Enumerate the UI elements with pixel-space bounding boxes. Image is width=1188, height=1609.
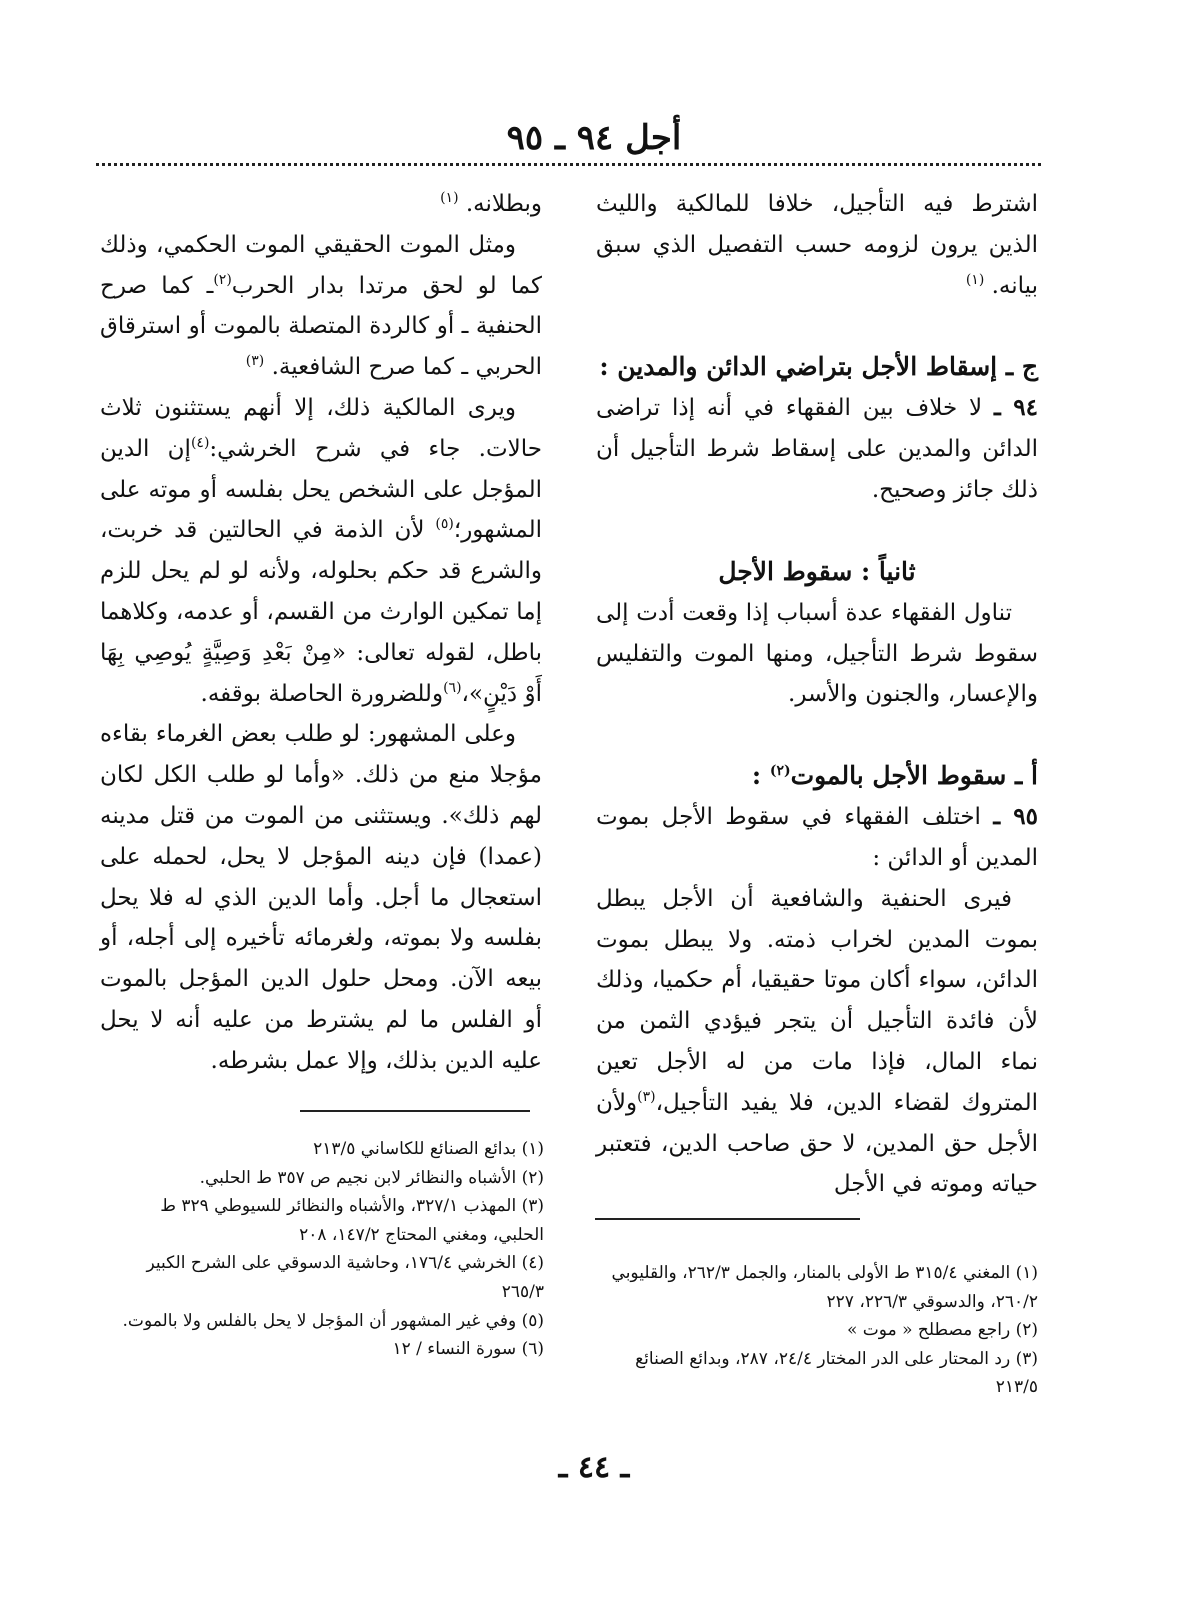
footnote-rule	[595, 1218, 860, 1220]
footnotes-left	[104, 1135, 544, 1364]
paragraph: تناول الفقهاء عدة أسباب إذا وقعت أدت إلى سقوط شرط التأجيل، ومنها الموت والتفليس والإعسار، والجنون والأسر.	[596, 599, 1038, 708]
paragraph: ومثل الموت الحقيقي الموت الحكمي، وذلك كما لو لحق مرتدا بدار الحرب$^{(٢)}$ـ كما صرح الحنفية ـ أو كالردة المتصلة بالموت أو استرقاق الحربي ـ كما صرح الشافعية. $^{(٣)}$	[100, 231, 543, 381]
paragraph: ويرى المالكية ذلك، إلا أنهم يستثنون ثلاث حالات. جاء في شرح الخرشي:$^{(٤)}$إن الدين المؤجل على الشخص يحل بفلسه أو موته على المشهور؛$^{(٥)}$ لأن الذمة في الحالتين قد خربت، والشرع قد حكم بحلوله، ولأنه لو لم يحل للزم إما تمكين الوارث من القسم، أو عدمه، وكلاهما باطل، لقوله تعالى: «مِنْ بَعْدِ وَصِيَّةٍ يُوصِي بِهَا أَوْ دَيْنٍ»،$^{(٦)}$وللضرورة الحاصلة بوقفه.	[100, 394, 543, 707]
footnote: (١) المغني ٣١٥/٤ ط الأولى بالمنار، والجمل ٢٦٢/٣، والقليوبي ٢٦٠/٢، والدسوقي ٢٢٦/٣، ٢٢٧	[611, 1263, 1038, 1312]
footnote: (١) بدائع الصنائع للكاساني ٢١٣/٥	[313, 1139, 544, 1159]
footnote: (٤) الخرشي ١٧٦/٤، وحاشية الدسوقي على الشرح الكبير ٢٦٥/٣	[146, 1253, 544, 1302]
footnote-ref: (٣)	[637, 1088, 656, 1105]
spacer	[596, 511, 1038, 551]
section-heading-a: أ ـ سقوط الأجل بالموت$^{(٢)}$ :	[751, 761, 1038, 791]
footnotes-right	[593, 1259, 1038, 1402]
paragraph-number: ٩٤ ـ	[994, 394, 1039, 422]
footnote-ref: (١)	[440, 190, 459, 206]
spacer	[596, 306, 1038, 346]
footnote: (٦) سورة النساء / ١٢	[392, 1339, 544, 1360]
header-dotted-rule	[96, 163, 1041, 166]
footnote-ref: (٢)	[769, 763, 791, 780]
footnote-ref: (٣)	[245, 353, 265, 370]
section-heading-2: ثانياً : سقوط الأجل	[718, 556, 916, 586]
paragraph-number: ٩٥ ـ	[993, 803, 1039, 831]
footnote: (٢) راجع مصطلح « موت »	[846, 1320, 1038, 1341]
spacer	[596, 715, 1038, 755]
footnote: (٥) وفي غير المشهور أن المؤجل لا يحل بالفلس ولا بالموت.	[122, 1310, 544, 1331]
footnote: (٣) رد المحتار على الدر المختار ٢٤/٤، ٢٨٧، وبدائع الصنائع ٢١٣/٥	[635, 1348, 1038, 1398]
footnote: (٣) المهذب ٣٢٧/١، والأشباه والنظائر للسيوطي ٣٢٩ ط الحلبي، ومغني المحتاج ١٤٧/٢، ٢٠٨	[160, 1196, 544, 1245]
footnote-rule	[300, 1110, 530, 1112]
paragraph: فيرى الحنفية والشافعية أن الأجل يبطل بموت المدين لخراب ذمته. ولا يبطل بموت الدائن، سواء أكان موتا حقيقيا، أم حكميا، وذلك لأن فائدة التأجيل أن يتجر فيؤدي الثمن من نماء المال، فإذا مات من له الأجل تعين المتروك لقضاء الدين، فلا يفيد التأجيل،$^{(٣)}$ولأن الأجل حق المدين، لا حق صاحب الدين، فتعتبر حياته وموته في الأجل	[596, 885, 1038, 1198]
paragraph: وبطلانه. $^{(١)}$	[440, 190, 542, 217]
right-column	[596, 184, 1038, 1205]
paragraph: ٩٤ ـ لا خلاف بين الفقهاء في أنه إذا تراضى الدائن والمدين على إسقاط شرط التأجيل أن ذلك جائز وصحيح.	[596, 394, 1039, 503]
paragraph: وعلى المشهور: لو طلب بعض الغرماء بقاءه مؤجلا منع من ذلك. «وأما لو طلب الكل لكان لهم ذلك». ويستثنى من الموت من قتل مدينه (عمدا) فإن دينه المؤجل لا يحل، لحمله على استعجال ما أجل. وأما الدين الذي له فلا يحل بفلسه ولا بموته، ولغرمائه تأخيره إلى أجله، أو بيعه الآن. ومحل حلول الدين المؤجل بالموت أو الفلس ما لم يشترط من عليه أنه لا يحل عليه الدين بذلك، وإلا عمل بشرطه.	[100, 721, 542, 1074]
page-header-title: أجل ٩٤ ـ ٩٥	[506, 118, 682, 158]
footnote-ref: (١)	[965, 271, 985, 288]
footnote-ref: (٥)	[435, 516, 454, 533]
left-column	[100, 184, 542, 1082]
footnote: (٢) الأشباه والنظائر لابن نجيم ص ٣٥٧ ط الحلبي.	[199, 1167, 544, 1188]
paragraph: ٩٥ ـ اختلف الفقهاء في سقوط الأجل بموت المدين أو الدائن :	[596, 803, 1039, 871]
footnote-ref: (٤)	[190, 434, 210, 451]
paragraph: اشترط فيه التأجيل، خلافا للمالكية والليث الذين يرون لزومه حسب التفصيل الذي سبق بيانه. $^{(١)}$	[596, 191, 1038, 299]
footnote-ref: (٦)	[443, 679, 462, 696]
page-number: ـ ٤٤ ـ	[558, 1450, 630, 1485]
footnote-ref: (٢)	[213, 271, 232, 288]
section-heading-c: ج ـ إسقاط الأجل بتراضي الدائن والمدين :	[599, 352, 1038, 382]
